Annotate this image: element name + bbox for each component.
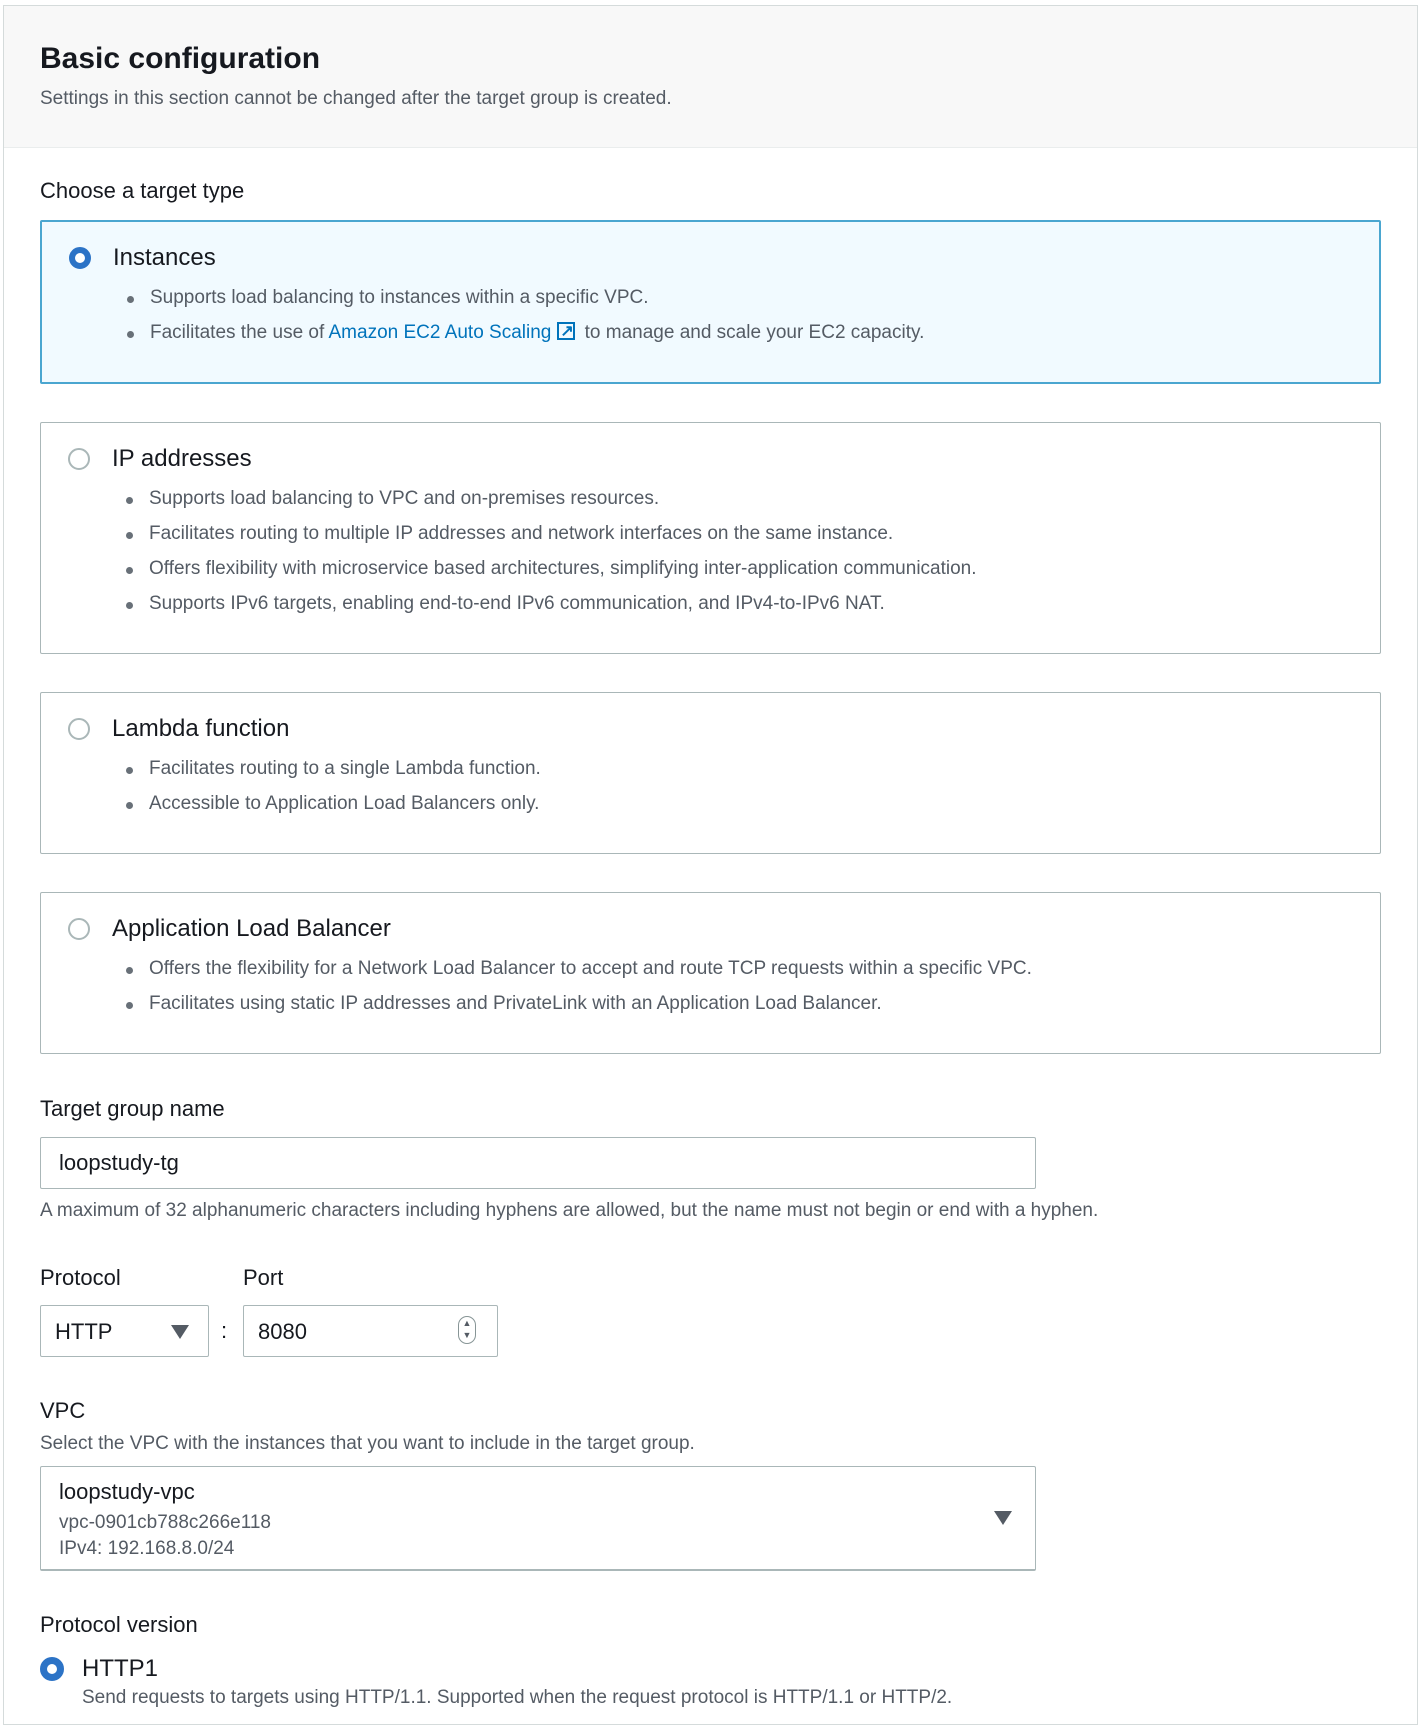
radio-ip-addresses[interactable]: [68, 448, 90, 470]
bullet-text: Facilitates the use of: [150, 322, 329, 343]
target-group-name-hint: A maximum of 32 alphanumeric characters including hyphens are allowed, but the name must not begin or end with a hyphen.: [40, 1200, 1099, 1221]
bullet-text: to manage and scale your EC2 capacity.: [579, 322, 925, 343]
caret-down-icon: [171, 1325, 189, 1339]
section-title: Basic configuration: [40, 42, 321, 75]
bullet: Facilitates using static IP addresses and PrivateLink with an Application Load Balancer.: [126, 990, 1032, 1025]
port-label: Port: [243, 1265, 284, 1290]
option-title: Lambda function: [112, 715, 290, 742]
radio-instances[interactable]: [69, 247, 91, 269]
radio-http1[interactable]: [40, 1657, 64, 1681]
target-type-instances[interactable]: [40, 220, 1381, 384]
vpc-label: VPC: [40, 1398, 86, 1423]
bullet: Supports IPv6 targets, enabling end-to-end IPv6 communication, and IPv4-to-IPv6 NAT.: [126, 590, 977, 625]
vpc-cidr: IPv4: 192.168.8.0/24: [59, 1538, 235, 1559]
vpc-id: vpc-0901cb788c266e118: [59, 1512, 271, 1533]
bullet: Supports load balancing to VPC and on-premises resources.: [126, 485, 977, 520]
bullet: Supports load balancing to instances within a specific VPC.: [127, 284, 924, 319]
protocol-label: Protocol: [40, 1265, 121, 1290]
bullet: Accessible to Application Load Balancers only.: [126, 790, 541, 825]
vpc-description: Select the VPC with the instances that you want to include in the target group.: [40, 1433, 695, 1454]
protocol-select[interactable]: [40, 1305, 209, 1357]
option-title: IP addresses: [112, 445, 252, 472]
target-group-name-label: Target group name: [40, 1096, 225, 1121]
option-title: Instances: [113, 244, 216, 271]
auto-scaling-link[interactable]: Amazon EC2 Auto Scaling: [328, 322, 552, 343]
bullet: [127, 319, 924, 354]
section-subtitle: Settings in this section cannot be changed after the target group is created.: [40, 88, 672, 109]
bullet: Facilitates routing to multiple IP addresses and network interfaces on the same instance.: [126, 520, 977, 555]
target-group-name-input[interactable]: [40, 1137, 1036, 1189]
radio-alb[interactable]: [68, 918, 90, 940]
bullet: Facilitates routing to a single Lambda function.: [126, 755, 541, 790]
input-value: 8080: [258, 1319, 307, 1344]
select-value: HTTP: [55, 1319, 113, 1344]
target-type-lambda[interactable]: [40, 692, 1381, 854]
radio-lambda[interactable]: [68, 718, 90, 740]
bullet: Offers flexibility with microservice based architectures, simplifying inter-application communication.: [126, 555, 977, 590]
target-type-label: Choose a target type: [40, 178, 245, 203]
target-type-ip-addresses[interactable]: [40, 422, 1381, 654]
port-input[interactable]: [243, 1305, 498, 1357]
caret-down-icon: [994, 1511, 1012, 1525]
option-title: Application Load Balancer: [112, 915, 391, 942]
panel-header: [4, 6, 1417, 148]
external-link-icon[interactable]: [557, 322, 575, 340]
spinner-icon[interactable]: ▲ ▼: [458, 1316, 476, 1344]
vpc-select[interactable]: [40, 1466, 1036, 1571]
protocol-version-label: Protocol version: [40, 1612, 198, 1637]
target-type-alb[interactable]: [40, 892, 1381, 1054]
separator: :: [221, 1318, 228, 1343]
http1-description: Send requests to targets using HTTP/1.1. Supported when the request protocol is HTTP/1.1 or HTTP/2.: [82, 1687, 953, 1708]
bullet: Offers the flexibility for a Network Load Balancer to accept and route TCP requests within a specific VPC.: [126, 955, 1032, 990]
vpc-name: loopstudy-vpc: [59, 1479, 195, 1504]
input-value: loopstudy-tg: [59, 1150, 179, 1175]
http1-label: HTTP1: [82, 1655, 159, 1682]
